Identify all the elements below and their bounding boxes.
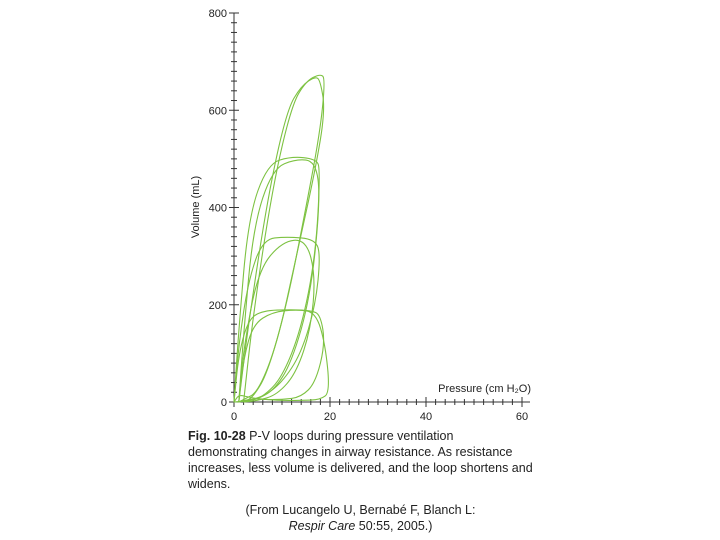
figure-label: Fig. 10-28	[188, 429, 246, 443]
caption-text: P-V loops during pressure ventilation demonstrating changes in airway resistance. As resistance increases, less volume is delivered, and the loop shortens and widens.	[188, 429, 533, 491]
source-prefix: (From Lucangelo U, Bernabé F, Blanch L:	[245, 503, 476, 517]
source-journal: Respir Care	[288, 519, 356, 533]
pv-loop-2	[244, 75, 324, 402]
x-tick-label: 40	[419, 411, 433, 423]
x-axis-title: Pressure (cm H₂O)	[438, 383, 531, 395]
pv-loop-3	[234, 157, 319, 402]
source-suffix: 50:55, 2005.)	[355, 519, 433, 533]
x-tick-label: 60	[515, 411, 529, 423]
figure-caption	[188, 428, 533, 492]
y-tick-label: 600	[208, 105, 227, 118]
y-tick-label: 200	[208, 299, 227, 312]
y-tick-label: 400	[208, 202, 227, 215]
pv-loop-4	[239, 160, 319, 402]
x-tick-label: 20	[323, 411, 337, 423]
y-tick-label: 800	[208, 8, 227, 20]
x-tick-label: 0	[230, 411, 238, 423]
y-tick-label: 0	[220, 397, 227, 409]
figure-source	[188, 502, 533, 534]
pv-loops	[234, 75, 328, 402]
y-axis-title: Volume (mL)	[190, 175, 202, 239]
chart-axes	[209, 8, 530, 423]
